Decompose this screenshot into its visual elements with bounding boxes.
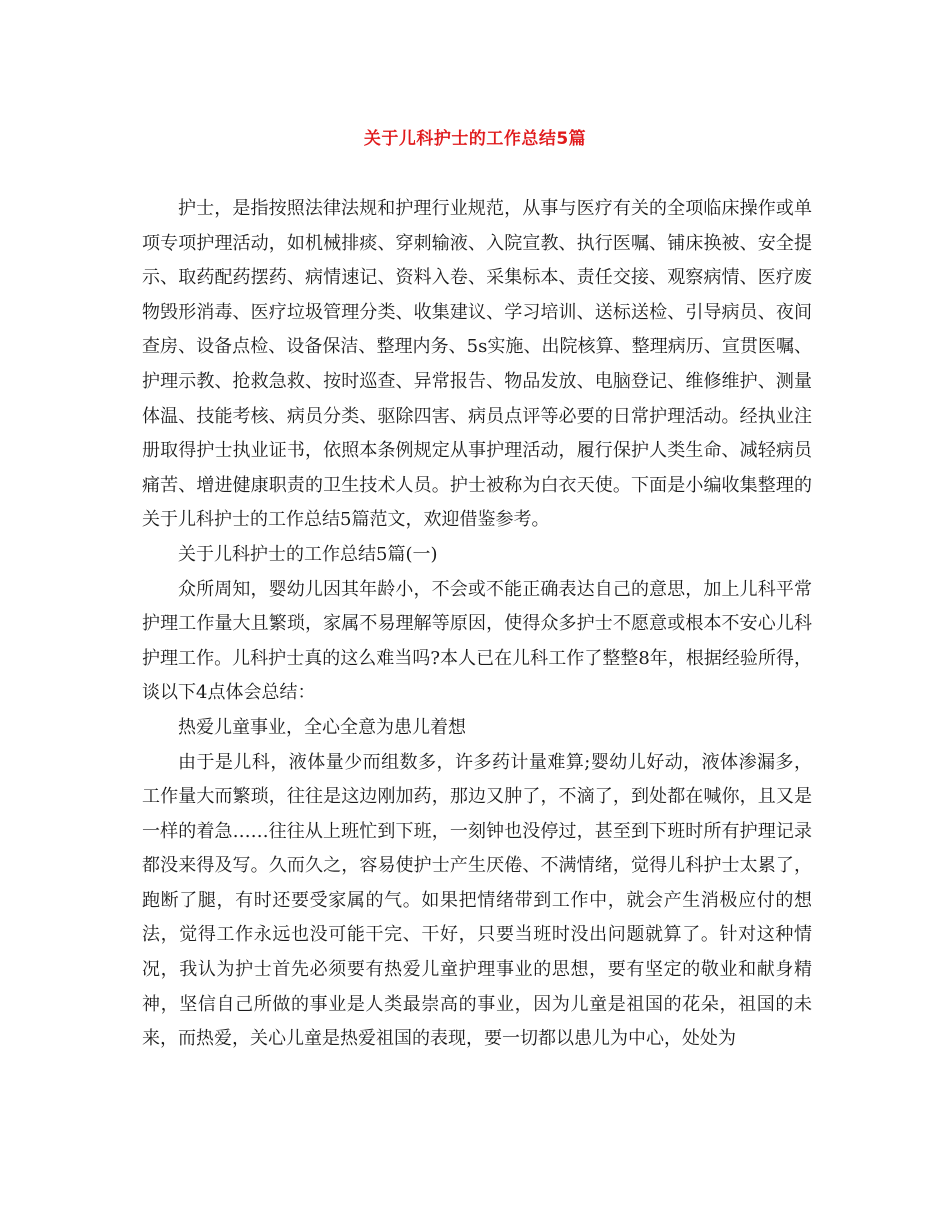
document-title: 关于儿科护士的工作总结5篇 <box>363 129 587 149</box>
document-body <box>142 192 812 1057</box>
paragraph-background: 众所周知，婴幼儿因其年龄小，不会或不能正确表达自己的意思，加上儿科平常护理工作量大且繁琐，家属不易理解等原因，使得众多护士不愿意或根本不安心儿科护理工作。儿科护士真的这么难当吗?本人已在儿科工作了整整8年，根据经验所得，谈以下4点体会总结： <box>142 578 812 704</box>
paragraph-intro: 护士，是指按照法律法规和护理行业规范，从事与医疗有关的全项临床操作或单项专项护理活动，如机械排痰、穿刺输液、入院宣教、执行医嘱、铺床换被、安全提示、取药配药摆药、病情速记、资料入卷、采集标本、责任交接、观察病情、医疗废物毁形消毒、医疗垃圾管理分类、收集建议、学习培训、送标送检、引导病员、夜间查房、设备点检、设备保洁、整理内务、5s实施、出院核算、整理病历、宣贯医嘱、护理示教、抢救急救、按时巡查、异常报告、物品发放、电脑登记、维修维护、测量体温、技能考核、病员分类、驱除四害、病员点评等必要的日常护理活动。经执业注册取得护士执业证书，依照本条例规定从事护理活动，履行保护人类生命、减轻病员痛苦、增进健康职责的卫生技术人员。护士被称为白衣天使。下面是小编收集整理的关于儿科护士的工作总结5篇范文，欢迎借鉴参考。 <box>142 198 812 531</box>
subheading-point-1: 热爱儿童事业，全心全意为患儿着想 <box>178 716 466 738</box>
paragraph-point-1: 由于是儿科，液体量少而组数多，许多药计量难算;婴幼儿好动，液体渗漏多，工作量大而繁琐，往往是这边刚加药，那边又肿了，不滴了，到处都在喊你，且又是一样的着急……往往从上班忙到下班，一刻钟也没停过，甚至到下班时所有护理记录都没来得及写。久而久之，容易使护士产生厌倦、不满情绪，觉得儿科护士太累了，跑断了腿，有时还要受家属的气。如果把情绪带到工作中，就会产生消极应付的想法，觉得工作永远也没可能干完、干好，只要当班时没出问题就算了。针对这种情况，我认为护士首先必须要有热爱儿童护理事业的思想，要有坚定的敬业和献身精神，坚信自己所做的事业是人类最崇高的事业，因为儿童是祖国的花朵，祖国的未来，而热爱，关心儿童是热爱祖国的表现，要一切都以患儿为中心，处处为 <box>142 751 812 1050</box>
section-heading: 关于儿科护士的工作总结5篇(一) <box>178 543 438 565</box>
